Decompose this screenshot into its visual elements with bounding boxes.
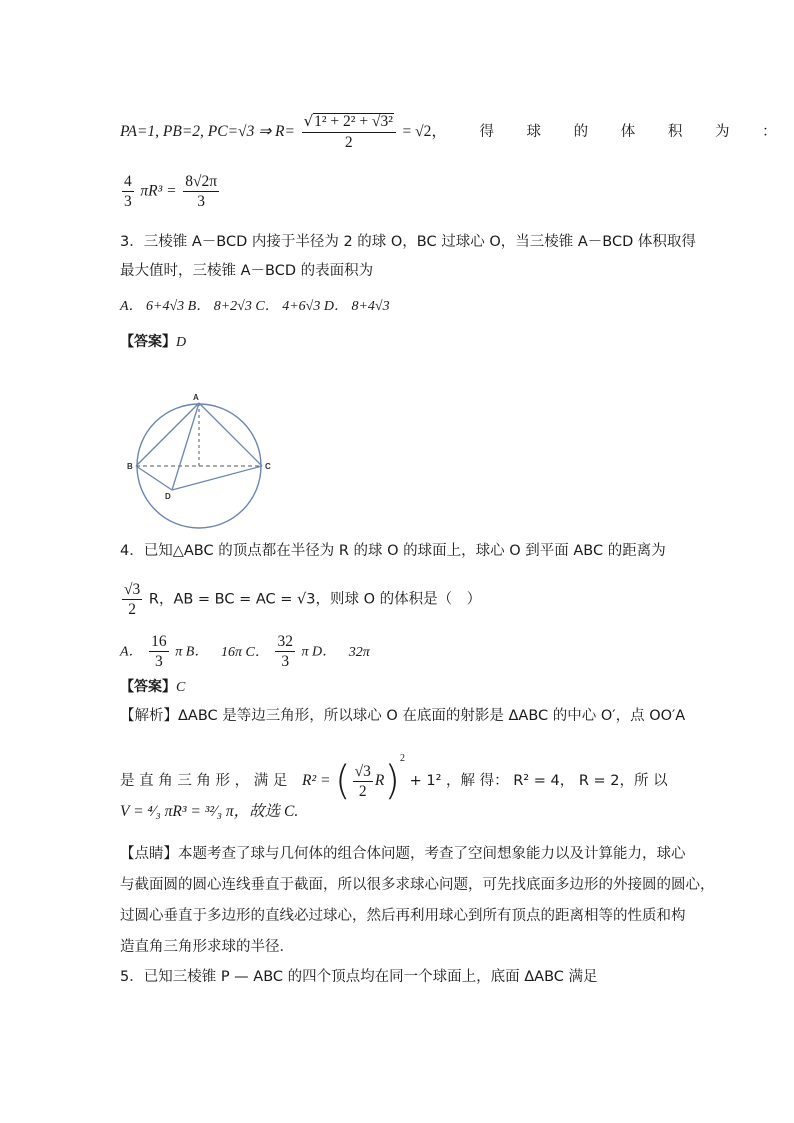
q4-distance-frac: $\frac{√3}{2}$ — [124, 581, 141, 618]
q5-line1: 5．已知三棱锥 P — ABC 的四个顶点均在同一个球面上，底面 ΔABC 满足 — [120, 969, 598, 985]
volume-line — [120, 172, 221, 211]
answer-value: C — [176, 680, 186, 695]
q4-options: A． $\frac{16}{3}$ π B． 16π C． $\frac{32}{3}$ π D． 32π — [120, 633, 370, 670]
q3-line2: 最大值时，三棱锥 A－BCD 的表面积为 — [120, 263, 374, 279]
edge-bd — [136, 466, 172, 490]
q4-line2 — [120, 580, 481, 619]
vertex-d-label: D — [165, 492, 171, 501]
volume-coef: $\frac{4}{3}$ — [124, 173, 132, 210]
edge-dc — [172, 466, 262, 490]
sphere-figure — [120, 385, 280, 535]
answer-label: 【答案】 — [120, 334, 176, 350]
answer-value: D — [176, 335, 187, 350]
answer-label: 【答案】 — [120, 679, 176, 695]
comment-line3: 过圆心垂直于多边形的直线必过球心，然后再利用球心到所有顶点的距离相等的性质和构 — [120, 908, 686, 924]
vertex-b-label: B — [127, 462, 133, 471]
comment-line4: 造直角三角形求球的半径． — [120, 939, 294, 955]
q4-analysis-line3: V = ⁴⁄₃ πR³ = ³²⁄₃ π，故选 C. — [120, 803, 299, 820]
q4-analysis-line1: 【解析】ΔABC 是等边三角形，所以球心 O 在底面的射影是 ΔABC 的中心 O′，点 OO′A — [120, 708, 686, 724]
comment-line1: 【点睛】本题考查了球与几何体的组合体问题，考查了空间想象能力以及计算能力，球心 — [120, 846, 686, 862]
q3-answer — [120, 333, 186, 352]
volume-lhs: πR³ = — [140, 182, 177, 200]
vertex-a-label: A — [193, 393, 199, 402]
given-values: PA=1, PB=2, PC=√3 ⇒ R= — [120, 123, 295, 140]
q3-options: A． 6+4√3 B． 8+2√3 C． 4+6√3 D． 8+4√3 — [120, 299, 390, 314]
q4-answer — [120, 678, 185, 697]
q4-line2-rest: R，AB = BC = AC = √3，则球 O 的体积是（ ） — [148, 591, 482, 608]
radius-result: = √2， — [402, 123, 447, 140]
radius-denominator: 2 — [344, 134, 353, 151]
q4-analysis-line2: 是 直 角 三 角 形 ， 满 足 R² = ( $\frac{√3}{2}$ R)$^2$ + 1² ，解 得： R² = 4， R = 2，所 以 — [120, 753, 668, 804]
q3-line1: 3．三棱锥 A－BCD 内接于半径为 2 的球 O，BC 过球心 O，当三棱锥 A－BCD 体积取得 — [120, 234, 696, 250]
vertex-c-label: C — [265, 462, 271, 471]
comment-line2: 与截面圆的圆心连线垂直于截面，所以很多求球心问题，可先找底面多边形的外接圆的圆心， — [120, 877, 715, 893]
q4-line1: 4．已知△ABC 的顶点都在半径为 R 的球 O 的球面上，球心 O 到平面 ABC 的距离为 — [120, 543, 666, 559]
volume-result: $\frac{8√2\pi}{3}$ — [185, 173, 218, 210]
volume-intro: 得 球 的 体 积 为 ： — [479, 124, 791, 140]
radius-fraction: $\frac{\text{√1² + 2² + √3²}}{2}$ — [302, 112, 396, 152]
radicand: 1² + 2² + √3² — [314, 113, 393, 130]
prev-solution-line — [120, 112, 791, 152]
